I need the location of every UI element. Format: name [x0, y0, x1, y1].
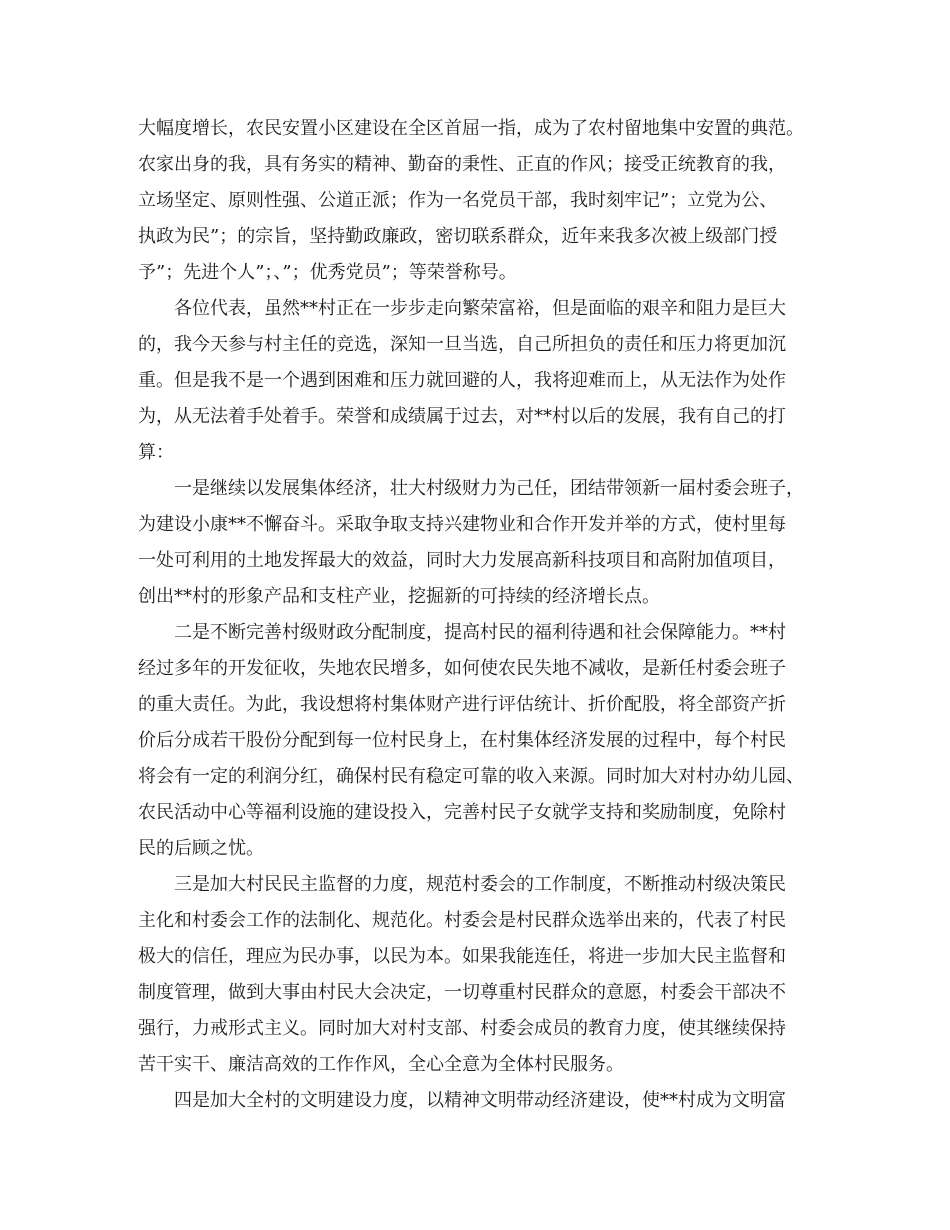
text-line: 大幅度增长，农民安置小区建设在全区首屈一指，成为了农村留地集中安置的典范。	[138, 118, 804, 139]
paragraph-plan-one	[138, 471, 818, 615]
text-line: 算：	[138, 442, 174, 463]
text-line: 的重大责任。为此，我设想将村集体财产进行评估统计、折价配股，将全部资产折	[138, 694, 786, 715]
text-line: 极大的信任，理应为民办事，以民为本。如果我能连任，将进一步加大民主监督和	[138, 946, 786, 967]
text-line: 主化和村委会工作的法制化、规范化。村委会是村民群众选举出来的，代表了村民	[138, 910, 786, 931]
text-line: 三是加大村民民主监督的力度，规范村委会的工作制度，不断推动村级决策民	[174, 874, 786, 895]
text-line: 予”；先进个人”；、”；优秀党员”；等荣誉称号。	[138, 262, 517, 283]
text-line: 重。但是我不是一个遇到困难和压力就回避的人，我将迎难而上，从无法作为处作	[138, 370, 786, 391]
text-line: 经过多年的开发征收，失地农民增多，如何使农民失地不减收，是新任村委会班子	[138, 658, 786, 679]
text-line: 的，我今天参与村主任的竞选，深知一旦当选，自己所担负的责任和压力将更加沉	[138, 334, 786, 355]
text-line: 一是继续以发展集体经济，壮大村级财力为己任，团结带领新一届村委会班子，	[174, 478, 804, 499]
text-line: 民的后顾之忧。	[138, 838, 264, 859]
text-line: 农家出身的我，具有务实的精神、勤奋的秉性、正直的作风；接受正统教育的我，	[138, 154, 786, 175]
text-line: 创出**村的形象产品和支柱产业，挖掘新的可持续的经济增长点。	[138, 586, 660, 607]
text-line: 价后分成若干股份分配到每一位村民身上，在村集体经济发展的过程中，每个村民	[138, 730, 786, 751]
text-line: 一处可利用的土地发挥最大的效益，同时大力发展高新科技项目和高附加值项目，	[138, 550, 786, 571]
text-line: 执政为民”；的宗旨，坚持勤政廉政，密切联系群众，近年来我多次被上级部门授	[138, 226, 778, 247]
paragraph-plan-two	[138, 615, 818, 867]
paragraph-plan-three	[138, 867, 818, 1083]
text-line: 强行，力戒形式主义。同时加大对村支部、村委会成员的教育力度，使其继续保持	[138, 1018, 786, 1039]
paragraph-plan-four	[138, 1083, 818, 1119]
text-line: 将会有一定的利润分红，确保村民有稳定可靠的收入来源。同时加大对村办幼儿园、	[138, 766, 804, 787]
text-line: 二是不断完善村级财政分配制度，提高村民的福利待遇和社会保障能力。**村	[174, 622, 786, 643]
text-line: 为，从无法着手处着手。荣誉和成绩属于过去，对**村以后的发展，我有自己的打	[138, 406, 786, 427]
paragraph-address-representatives	[138, 291, 818, 471]
paragraph-honors	[138, 111, 818, 291]
text-line: 农民活动中心等福利设施的建设投入，完善村民子女就学支持和奖励制度，免除村	[138, 802, 786, 823]
text-line: 苦干实干、廉洁高效的工作作风，全心全意为全体村民服务。	[138, 1054, 624, 1075]
text-line: 为建设小康**不懈奋斗。采取争取支持兴建物业和合作开发并举的方式，使村里每	[138, 514, 786, 535]
text-line: 四是加大全村的文明建设力度，以精神文明带动经济建设，使**村成为文明富	[174, 1090, 786, 1111]
document-body	[138, 111, 818, 1119]
text-line: 立场坚定、原则性强、公道正派；作为一名党员干部，我时刻牢记”；立党为公、	[138, 190, 778, 211]
text-line: 制度管理，做到大事由村民大会决定，一切尊重村民群众的意愿，村委会干部决不	[138, 982, 786, 1003]
text-line: 各位代表，虽然**村正在一步步走向繁荣富裕，但是面临的艰辛和阻力是巨大	[174, 298, 786, 319]
